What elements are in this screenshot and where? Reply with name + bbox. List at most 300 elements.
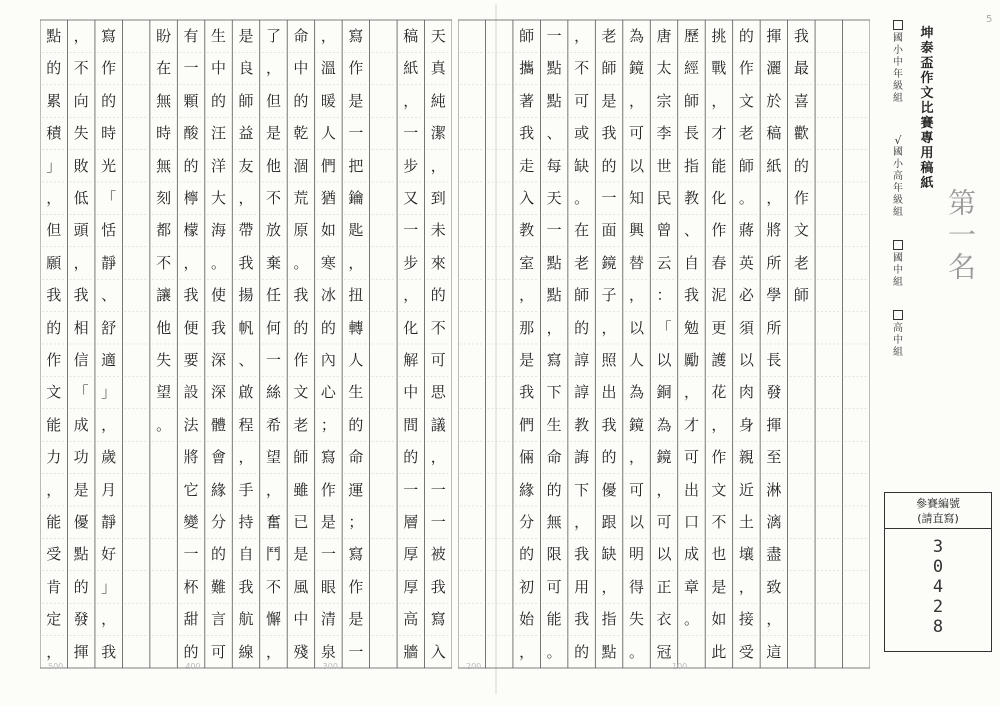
scale-mark: 400 xyxy=(185,662,201,671)
essay-char: 紙 xyxy=(403,59,419,78)
essay-char: 他 xyxy=(265,156,281,175)
serial-number-header xyxy=(885,493,991,529)
essay-char: 出 xyxy=(683,480,699,499)
essay-char: ， xyxy=(430,156,446,175)
essay-char: 我 xyxy=(211,318,227,337)
essay-char: 的 xyxy=(430,286,446,305)
essay-char: 高 xyxy=(403,610,419,629)
essay-char: ， xyxy=(574,513,590,531)
essay-char: ， xyxy=(265,642,281,661)
essay-char: 我 xyxy=(683,286,699,305)
essay-char: 檸 xyxy=(183,189,199,207)
essay-column xyxy=(233,20,259,668)
essay-char: 杯 xyxy=(183,577,199,596)
essay-char: 失 xyxy=(156,351,172,369)
essay-char: 。 xyxy=(546,642,562,661)
essay-char: 親 xyxy=(738,448,754,467)
essay-char: 頭 xyxy=(73,221,89,240)
essay-char: 靜 xyxy=(101,513,117,531)
serial-digit: 2 xyxy=(932,597,944,617)
essay-char: 蔣 xyxy=(738,221,754,240)
essay-char: 師 xyxy=(238,91,254,110)
essay-char: 稿 xyxy=(766,124,782,143)
essay-column xyxy=(568,20,594,668)
essay-char: ， xyxy=(546,318,562,337)
essay-char: 老 xyxy=(793,253,809,272)
serial-digit: 8 xyxy=(932,617,944,637)
essay-char: 優 xyxy=(601,480,617,499)
essay-char: 的 xyxy=(546,480,562,499)
essay-char: 正 xyxy=(656,577,672,596)
essay-char: 未 xyxy=(430,221,446,240)
margin-scribble: 5 xyxy=(986,14,993,25)
essay-char: 是 xyxy=(348,91,364,110)
essay-column xyxy=(541,20,567,668)
essay-column xyxy=(370,20,396,668)
essay-char: ， xyxy=(430,448,446,467)
essay-char: 世 xyxy=(656,156,672,175)
essay-char: 猶 xyxy=(320,189,336,207)
essay-char: 點 xyxy=(46,27,62,45)
essay-char: 一 xyxy=(430,480,446,499)
essay-char: 是 xyxy=(293,545,309,564)
essay-column xyxy=(398,20,424,668)
essay-char: 子 xyxy=(601,286,617,305)
essay-char: 文 xyxy=(738,91,754,110)
essay-char: 厚 xyxy=(403,545,419,564)
essay-char: 知 xyxy=(629,189,645,207)
check-mark-icon[interactable]: √ xyxy=(894,134,902,147)
essay-char: 。 xyxy=(629,642,645,661)
essay-char: ， xyxy=(101,610,117,629)
essay-column xyxy=(315,20,341,668)
essay-char: 線 xyxy=(238,642,254,661)
essay-char: 中 xyxy=(211,59,227,78)
essay-char: 的 xyxy=(519,545,535,564)
essay-char: 接 xyxy=(738,610,754,629)
essay-char: 優 xyxy=(73,513,89,531)
essay-char: 如 xyxy=(320,221,336,240)
essay-char: 揮 xyxy=(73,642,89,661)
essay-char: 「 xyxy=(73,383,89,402)
essay-char: 得 xyxy=(629,577,645,596)
essay-char: 如 xyxy=(711,610,727,629)
scale-mark: 300 xyxy=(322,662,338,671)
essay-char: 老 xyxy=(293,415,309,434)
essay-char: 寫 xyxy=(546,351,562,369)
essay-char: 才 xyxy=(683,415,699,434)
essay-char: 是 xyxy=(711,577,727,596)
essay-char: 我 xyxy=(574,610,590,629)
essay-char: 「 xyxy=(101,189,117,207)
essay-char: 點 xyxy=(546,91,562,110)
essay-char: 肉 xyxy=(738,383,754,402)
essay-char: 是 xyxy=(320,513,336,531)
essay-char: 中 xyxy=(293,610,309,629)
option-elementary-upper[interactable] xyxy=(890,136,906,219)
essay-char: 以 xyxy=(629,156,645,175)
essay-char: 盼 xyxy=(156,27,172,45)
essay-char: 將 xyxy=(766,221,782,240)
essay-char: 寫 xyxy=(101,27,117,45)
essay-char: 歲 xyxy=(101,448,117,467)
essay-char: ， xyxy=(265,480,281,499)
essay-char: 作 xyxy=(738,59,754,78)
essay-char: 揚 xyxy=(238,286,254,305)
essay-char: 師 xyxy=(519,27,535,45)
essay-char: 命 xyxy=(293,27,309,45)
serial-number-box xyxy=(884,492,992,652)
essay-char: 的 xyxy=(601,156,617,175)
essay-char: 會 xyxy=(211,448,227,467)
essay-char: 生 xyxy=(211,27,227,45)
essay-char: 為 xyxy=(656,415,672,434)
essay-char: 肯 xyxy=(46,577,62,596)
essay-char: 但 xyxy=(46,221,62,240)
essay-char: 以 xyxy=(629,513,645,531)
essay-char: 我 xyxy=(519,124,535,143)
essay-char: 至 xyxy=(766,448,782,467)
essay-char: 可 xyxy=(683,448,699,467)
essay-char: 好 xyxy=(101,545,117,564)
essay-column xyxy=(178,20,204,668)
essay-char: 入 xyxy=(430,642,446,661)
essay-char: 月 xyxy=(101,480,117,499)
essay-char: 鏡 xyxy=(629,59,645,78)
essay-column xyxy=(260,20,286,668)
essay-char: 是 xyxy=(265,124,281,143)
essay-char: 一 xyxy=(348,642,364,661)
essay-char: 不 xyxy=(430,318,446,337)
essay-char: 鏡 xyxy=(629,415,645,434)
serial-label-note: (請直寫) xyxy=(917,512,959,525)
essay-char: 分 xyxy=(211,513,227,531)
essay-char: 可 xyxy=(430,351,446,369)
essay-char: 歡 xyxy=(793,124,809,143)
essay-char: 是 xyxy=(348,610,364,629)
essay-char: 刻 xyxy=(156,189,172,207)
essay-char: 出 xyxy=(601,383,617,402)
essay-char: 無 xyxy=(156,91,172,110)
essay-char: 不 xyxy=(265,577,281,596)
essay-char: 扭 xyxy=(348,286,364,305)
essay-char: ： xyxy=(656,286,672,305)
essay-char: 無 xyxy=(156,156,172,175)
essay-char: 跟 xyxy=(601,513,617,531)
essay-char: 點 xyxy=(546,253,562,272)
essay-char: 變 xyxy=(183,513,199,531)
essay-char: 、 xyxy=(238,351,254,369)
essay-char: 寫 xyxy=(320,448,336,467)
essay-char: 絲 xyxy=(265,383,281,402)
essay-char: 設 xyxy=(183,383,199,402)
essay-char: 議 xyxy=(430,415,446,434)
essay-char: 著 xyxy=(519,91,535,110)
essay-char: 以 xyxy=(656,545,672,564)
essay-char: 海 xyxy=(211,221,227,240)
essay-char: 持 xyxy=(238,513,254,531)
essay-char: 教 xyxy=(574,415,590,434)
option-elementary-middle[interactable] xyxy=(890,20,906,105)
essay-char: 汪 xyxy=(211,124,227,143)
essay-char: 初 xyxy=(519,577,535,596)
essay-char: 經 xyxy=(683,59,699,78)
essay-char: 諄 xyxy=(574,383,590,402)
essay-char: ， xyxy=(629,91,645,110)
essay-char: 勉 xyxy=(683,318,699,337)
essay-char: 受 xyxy=(738,642,754,661)
essay-char: 戰 xyxy=(711,59,727,78)
essay-char: 的 xyxy=(601,448,617,467)
essay-char: 所 xyxy=(766,253,782,272)
essay-char: 一 xyxy=(320,545,336,564)
essay-char: 奮 xyxy=(265,513,281,531)
essay-char: 的 xyxy=(46,318,62,337)
essay-char: 緣 xyxy=(519,480,535,499)
essay-char: 入 xyxy=(519,189,535,207)
essay-char: 天 xyxy=(546,189,562,207)
essay-char: 下 xyxy=(546,383,562,402)
essay-char: 望 xyxy=(156,383,172,402)
essay-char: 揮 xyxy=(766,27,782,45)
essay-char: 老 xyxy=(574,253,590,272)
essay-char: 宗 xyxy=(656,91,672,110)
essay-char: 下 xyxy=(574,480,590,499)
essay-column xyxy=(678,20,704,668)
essay-char: ， xyxy=(46,480,62,499)
essay-char: 長 xyxy=(683,124,699,143)
essay-char: 定 xyxy=(46,610,62,629)
essay-char: 是 xyxy=(601,91,617,110)
essay-char: ， xyxy=(519,286,535,305)
essay-char: 以 xyxy=(629,318,645,337)
essay-char: 的 xyxy=(574,318,590,337)
essay-char: 懈 xyxy=(265,610,281,629)
essay-char: 但 xyxy=(265,91,281,110)
essay-char: 間 xyxy=(403,415,419,434)
essay-char: 。 xyxy=(683,610,699,629)
essay-char: 興 xyxy=(629,221,645,240)
essay-char: 一 xyxy=(403,480,419,499)
essay-char: 步 xyxy=(403,156,419,175)
essay-char: 一 xyxy=(403,221,419,240)
essay-char: 室 xyxy=(519,253,535,272)
essay-char: ， xyxy=(265,59,281,78)
essay-char: ， xyxy=(738,577,754,596)
essay-char: 體 xyxy=(211,415,227,434)
essay-char: 我 xyxy=(574,545,590,564)
essay-char: 鏡 xyxy=(601,253,617,272)
essay-char: 、 xyxy=(101,286,117,305)
essay-column xyxy=(761,20,787,668)
checkbox-icon[interactable] xyxy=(893,310,903,320)
essay-char: 把 xyxy=(348,156,364,175)
essay-char: 光 xyxy=(101,156,117,175)
essay-char: 願 xyxy=(46,253,62,272)
essay-char: 指 xyxy=(683,156,699,175)
essay-char: 乾 xyxy=(293,124,309,143)
essay-char: ， xyxy=(403,91,419,110)
essay-char: 我 xyxy=(238,577,254,596)
essay-char: 內 xyxy=(320,351,336,369)
essay-char: 。 xyxy=(156,415,172,434)
essay-char: 中 xyxy=(293,59,309,78)
essay-char: 都 xyxy=(156,221,172,240)
essay-column xyxy=(596,20,622,668)
serial-digit: 3 xyxy=(932,537,944,557)
essay-char: 航 xyxy=(238,610,254,629)
essay-column xyxy=(623,20,649,668)
essay-char: 能 xyxy=(546,610,562,629)
essay-char: 成 xyxy=(73,415,89,434)
essay-char: 風 xyxy=(293,577,309,596)
essay-char: 的 xyxy=(46,59,62,78)
essay-char: ， xyxy=(574,27,590,45)
essay-char: 命 xyxy=(348,448,364,467)
essay-column xyxy=(343,20,369,668)
essay-char: 帆 xyxy=(238,318,254,337)
essay-char: 是 xyxy=(73,480,89,499)
essay-char: 我 xyxy=(238,253,254,272)
essay-char: 生 xyxy=(348,383,364,402)
essay-char: 壤 xyxy=(738,545,754,564)
essay-char: 諄 xyxy=(574,351,590,369)
checkbox-icon[interactable] xyxy=(893,20,903,30)
option-junior-high[interactable] xyxy=(890,240,906,289)
essay-char: 。 xyxy=(211,253,227,272)
essay-char: 我 xyxy=(101,642,117,661)
essay-char: 發 xyxy=(73,610,89,629)
essay-column xyxy=(788,20,814,668)
essay-char: 照 xyxy=(601,351,617,369)
essay-char: 師 xyxy=(601,59,617,78)
essay-char: 點 xyxy=(73,545,89,564)
essay-char: 已 xyxy=(293,513,309,531)
essay-char: 不 xyxy=(156,253,172,272)
essay-char: 益 xyxy=(238,124,254,143)
essay-char: ， xyxy=(46,189,62,207)
essay-char: 手 xyxy=(238,480,254,499)
essay-char: 失 xyxy=(629,610,645,629)
essay-char: 層 xyxy=(403,513,419,531)
essay-char: 人 xyxy=(320,124,336,143)
essay-char: 口 xyxy=(683,513,699,531)
essay-char: 銅 xyxy=(656,383,672,402)
essay-char: 的 xyxy=(738,27,754,45)
essay-char: 深 xyxy=(211,383,227,402)
right-margin-header xyxy=(876,8,996,698)
essay-char: 言 xyxy=(211,610,227,629)
essay-char: 的 xyxy=(183,156,199,175)
essay-char: 發 xyxy=(766,383,782,402)
essay-char: 在 xyxy=(574,221,590,240)
essay-char: 運 xyxy=(348,480,364,499)
essay-char: 我 xyxy=(519,383,535,402)
essay-char: 甜 xyxy=(183,610,199,629)
essay-char: 便 xyxy=(183,318,199,337)
scale-mark: 200 xyxy=(466,662,482,671)
essay-char: 的 xyxy=(793,156,809,175)
essay-char: 原 xyxy=(293,221,309,240)
option-senior-high[interactable] xyxy=(890,310,906,359)
checkbox-icon[interactable] xyxy=(893,240,903,250)
essay-char: 教 xyxy=(519,221,535,240)
essay-char: 我 xyxy=(601,124,617,143)
essay-char: ， xyxy=(183,253,199,272)
essay-char: 可 xyxy=(656,513,672,531)
essay-column xyxy=(41,20,67,668)
essay-char: ， xyxy=(629,448,645,467)
scale-mark: 100 xyxy=(672,662,688,671)
essay-char: 明 xyxy=(629,545,645,564)
essay-char: 將 xyxy=(183,448,199,467)
essay-char: 護 xyxy=(711,351,727,369)
essay-char: 分 xyxy=(519,513,535,531)
essay-char: ， xyxy=(403,286,419,305)
essay-char: 章 xyxy=(683,577,699,596)
essay-char: 舒 xyxy=(101,318,117,337)
essay-char: 作 xyxy=(101,59,117,78)
essay-char: 或 xyxy=(574,124,590,143)
essay-char: ， xyxy=(46,642,62,661)
essay-char: 作 xyxy=(46,351,62,369)
essay-char: 它 xyxy=(183,480,199,499)
essay-char: 」 xyxy=(101,383,117,402)
essay-char: 在 xyxy=(156,59,172,78)
essay-char: 一 xyxy=(601,189,617,207)
essay-char: 功 xyxy=(73,448,89,467)
essay-char: 我 xyxy=(793,27,809,45)
essay-char: 、 xyxy=(546,124,562,143)
essay-char: 。 xyxy=(293,253,309,272)
essay-char: 人 xyxy=(348,351,364,369)
essay-char: 解 xyxy=(403,351,419,369)
essay-char: 純 xyxy=(430,91,446,110)
option-label: 高中組 xyxy=(893,323,903,358)
essay-char: 更 xyxy=(711,318,727,337)
essay-char: 文 xyxy=(711,480,727,499)
essay-char: 又 xyxy=(403,189,419,207)
essay-char: 匙 xyxy=(348,221,364,240)
essay-char: 文 xyxy=(46,383,62,402)
essay-char: 致 xyxy=(766,577,782,596)
essay-char: 的 xyxy=(348,415,364,434)
essay-char: 放 xyxy=(265,221,281,240)
essay-char: 也 xyxy=(711,545,727,564)
essay-column xyxy=(95,20,121,668)
essay-char: 民 xyxy=(656,189,672,207)
essay-char: 作 xyxy=(711,448,727,467)
essay-char: 信 xyxy=(73,351,89,369)
essay-char: ， xyxy=(238,189,254,207)
essay-char: 為 xyxy=(629,383,645,402)
essay-char: 何 xyxy=(265,318,281,337)
essay-char: 。 xyxy=(738,189,754,207)
essay-char: 靜 xyxy=(101,253,117,272)
essay-char: 恬 xyxy=(101,221,117,240)
essay-char: 云 xyxy=(656,253,672,272)
essay-char: 荒 xyxy=(293,189,309,207)
essay-char: 英 xyxy=(738,253,754,272)
essay-char: 難 xyxy=(211,577,227,596)
essay-char: 師 xyxy=(793,286,809,305)
option-label: 國中組 xyxy=(893,253,903,288)
essay-char: 的 xyxy=(293,91,309,110)
essay-char: 師 xyxy=(683,91,699,110)
serial-number[interactable] xyxy=(885,537,991,637)
essay-char: 向 xyxy=(73,91,89,110)
essay-char: 無 xyxy=(546,513,562,531)
